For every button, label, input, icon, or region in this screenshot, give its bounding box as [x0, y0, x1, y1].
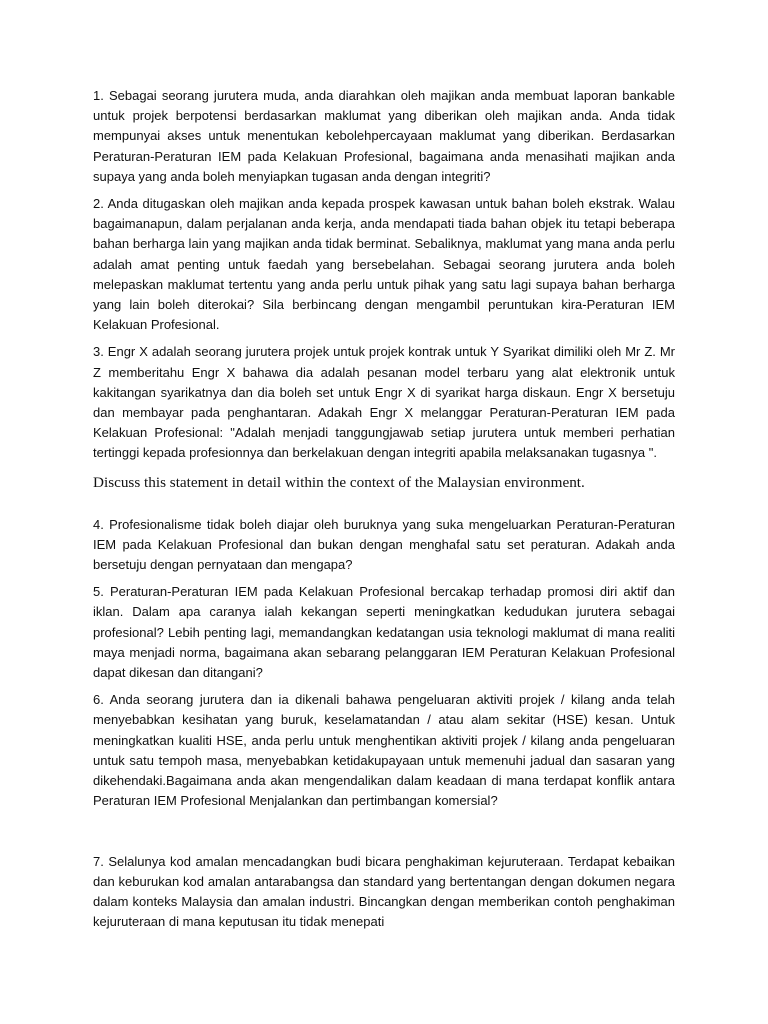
discussion-prompt: Discuss this statement in detail within the context of the Malaysian environment.	[93, 473, 585, 491]
document-body	[93, 86, 675, 932]
paragraph-gap	[93, 683, 675, 690]
paragraph-gap	[93, 464, 675, 473]
question-1: 1. Sebagai seorang jurutera muda, anda diarahkan oleh majikan anda membuat laporan bankable untuk projek berpotensi berdasarkan maklumat yang diberikan oleh majikan anda. Anda tidak mempunyai akses untuk menentukan kebolehpercayaan maklumat yang diberikan. Berdasarkan Peraturan-Peraturan IEM pada Kelakuan Profesional, bagaimana anda menasihati majikan anda supaya yang anda boleh menyiapkan tugasan anda dengan integriti?	[93, 88, 675, 184]
paragraph-gap	[93, 812, 675, 852]
paragraph-gap	[93, 575, 675, 582]
question-7: 7. Selalunya kod amalan mencadangkan budi bicara penghakiman kejuruteraan. Terdapat kebaikan dan keburukan kod amalan antarabangsa dan standard yang bertentangan dengan dokumen negara dalam konteks Malaysia dan amalan industri. Bincangkan dengan memberikan contoh penghakiman kejuruteraan di mana keputusan itu tidak menepati	[93, 853, 675, 930]
question-2: 2. Anda ditugaskan oleh majikan anda kepada prospek kawasan untuk bahan boleh ekstrak. Walau bagaimanapun, dalam perjalanan anda kerja, anda mendapati tiada bahan objek itu tetapi beberapa bahan berharga lain yang majikan anda tidak berminat. Sebaliknya, maklumat yang mana anda perlu adalah amat penting untuk faedah yang bersebelahan. Sebagai seorang jurutera anda boleh melepaskan maklumat tertentu yang anda perlu untuk pihak yang satu lagi supaya bahan berharga yang lain boleh diterokai? Sila berbincang dengan mengambil peruntukan kira-Peraturan IEM Kelakuan Profesional.	[93, 196, 675, 333]
question-3: 3. Engr X adalah seorang jurutera projek untuk projek kontrak untuk Y Syarikat dimiliki oleh Mr Z. Mr Z memberitahu Engr X bahawa dia adalah pesanan model terbaru yang alat elektronik untuk kakitangan syarikatnya dan dia boleh set untuk Engr X di syarikat harga diskaun. Engr X bersetuju dan membayar pada penghantaran. Adakah Engr X melanggar Peraturan-Peraturan IEM pada Kelakuan Profesional: "Adalah menjadi tanggungjawab setiap jurutera untuk memberi perhatian tertinggi kepada profesionnya dan berkelakuan dengan integriti apabila melaksanakan tugasnya ".	[93, 344, 675, 461]
paragraph-gap	[93, 187, 675, 194]
paragraph-gap	[93, 335, 675, 342]
paragraph-gap	[93, 493, 675, 515]
question-5: 5. Peraturan-Peraturan IEM pada Kelakuan Profesional bercakap terhadap promosi diri aktif dan iklan. Dalam apa caranya ialah kekangan seperti meningkatkan kedudukan jurutera sebagai profesional? Lebih penting lagi, memandangkan kedatangan usia teknologi maklumat di mana realiti maya menjadi norma, bagaimana akan sebarang pelanggaran IEM Peraturan Kelakuan Profesional dapat dikesan dan ditangani?	[93, 584, 675, 681]
question-6: 6. Anda seorang jurutera dan ia dikenali bahawa pengeluaran aktiviti projek / kilang anda telah menyebabkan kesihatan yang buruk, keselamatandan / atau alam sekitar (HSE) kesan. Untuk meningkatkan kualiti HSE, anda perlu untuk menghentikan aktiviti projek / kilang anda pengeluaran untuk satu tempoh masa, menyebabkan ketidakupayaan untuk memenuhi jadual dan sasaran yang dikehendaki.Bagaimana anda akan mengendalikan dalam keadaan di mana terdapat konflik antara Peraturan IEM Profesional Menjalankan dan pertimbangan komersial?	[93, 692, 675, 809]
question-4: 4. Profesionalisme tidak boleh diajar oleh buruknya yang suka mengeluarkan Peraturan-Peraturan IEM pada Kelakuan Profesional dan bukan dengan menghafal satu set peraturan. Adakah anda bersetuju dengan pernyataan dan mengapa?	[93, 516, 675, 573]
